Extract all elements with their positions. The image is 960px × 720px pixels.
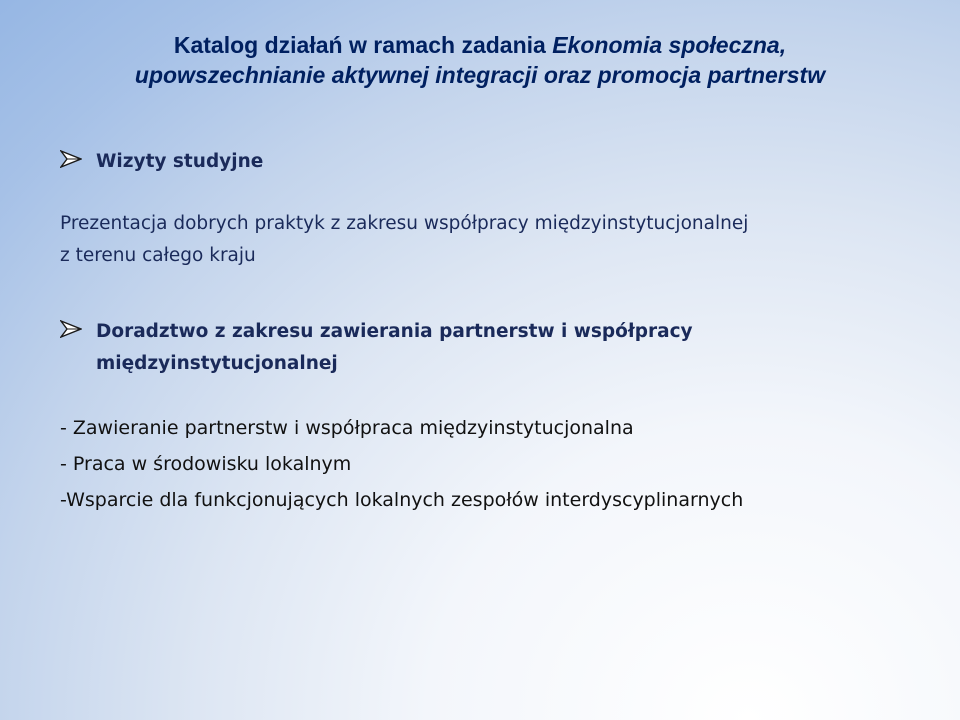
description-paragraph — [60, 208, 748, 272]
title-line-2: upowszechnianie aktywnej integracji oraz promocja partnerstw — [134, 62, 826, 88]
title-line-1-normal: Katalog działań w ramach zadania — [173, 32, 553, 58]
bullet-text — [96, 316, 693, 380]
list-item: - Zawieranie partnerstw i współpraca międzyinstytucjonalna — [60, 417, 634, 439]
arrow-bullet-icon — [60, 320, 82, 338]
bullet-line: międzyinstytucjonalnej — [96, 353, 338, 374]
description-line: Prezentacja dobrych praktyk z zakresu współpracy międzyinstytucjonalnej — [60, 213, 749, 234]
bullet-line: Wizyty studyjne — [96, 151, 264, 172]
title-line-1 — [40, 30, 920, 60]
title-line-1-italic: Ekonomia społeczna, — [552, 32, 787, 58]
arrow-bullet-icon — [60, 150, 82, 168]
bullet-text — [96, 146, 263, 178]
bullet-item-study-visits — [60, 146, 263, 178]
bullet-line: Doradztwo z zakresu zawierania partnerstw i współpracy — [96, 321, 693, 342]
list-item: - Praca w środowisku lokalnym — [60, 453, 352, 475]
list-item: -Wsparcie dla funkcjonujących lokalnych zespołów interdyscyplinarnych — [60, 489, 744, 511]
activity-list — [60, 410, 743, 518]
slide-title — [40, 30, 920, 90]
bullet-item-advisory — [60, 316, 693, 380]
description-line: z terenu całego kraju — [60, 245, 256, 266]
